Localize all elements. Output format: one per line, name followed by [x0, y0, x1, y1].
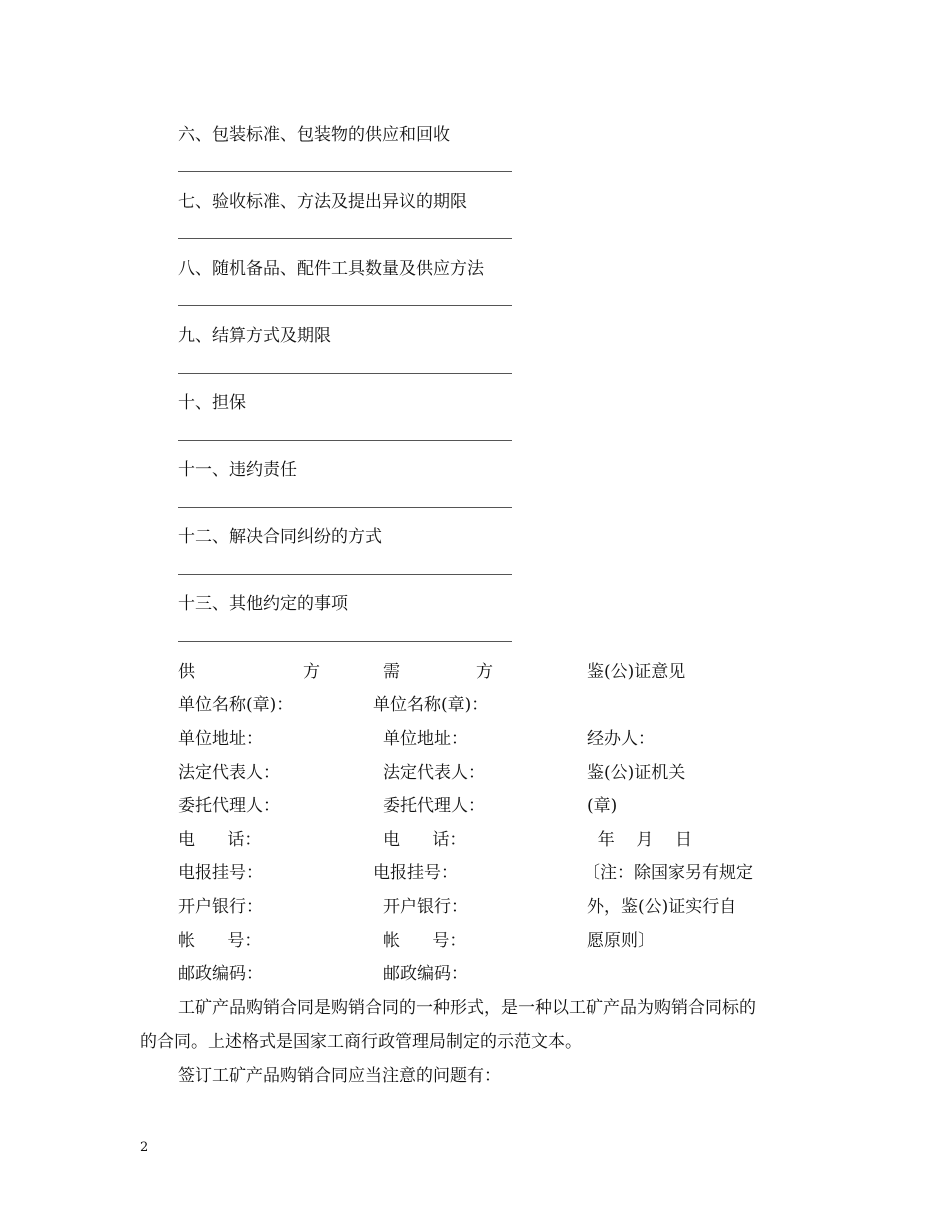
section-title-liability: 十一、违约责任 [178, 460, 297, 480]
buyer-header [383, 657, 493, 682]
notary-line: 经办人： [587, 729, 655, 749]
buyer-header-char: 需 [383, 662, 400, 682]
notary-header: 鉴(公)证意见 [587, 662, 686, 682]
section-title-settlement: 九、结算方式及期限 [178, 326, 331, 346]
supplier-header-char: 供 [178, 662, 195, 682]
section-title-acceptance: 七、验收标准、方法及提出异议的期限 [178, 192, 467, 212]
section-title-other: 十三、其他约定的事项 [178, 594, 348, 614]
supplier-header-char: 方 [303, 662, 320, 682]
buyer-field: 帐 号： [383, 931, 467, 951]
supplier-field: 委托代理人： [178, 796, 280, 816]
buyer-field: 单位名称(章)： [373, 695, 489, 715]
buyer-field: 邮政编码： [383, 964, 468, 984]
body-paragraph-line: 工矿产品购销合同是购销合同的一种形式，是一种以工矿产品为购销合同标的 [178, 998, 756, 1018]
buyer-field: 电报挂号： [373, 863, 458, 883]
page-number: 2 [140, 1140, 149, 1155]
fill-in-line [178, 171, 512, 172]
section-title-dispute: 十二、解决合同纠纷的方式 [178, 527, 382, 547]
buyer-field: 单位地址： [383, 729, 468, 749]
buyer-field: 法定代表人： [383, 763, 485, 783]
body-paragraph-line: 的合同。上述格式是国家工商行政管理局制定的示范文本。 [140, 1032, 582, 1052]
supplier-field: 邮政编码： [178, 964, 263, 984]
fill-in-line [178, 305, 512, 306]
fill-in-line [178, 641, 512, 642]
fill-in-line [178, 507, 512, 508]
section-title-packaging: 六、包装标准、包装物的供应和回收 [178, 125, 450, 145]
notary-note: 〔注：除国家另有规定 [583, 863, 753, 883]
supplier-header [178, 657, 320, 682]
supplier-field: 单位名称(章)： [178, 695, 294, 715]
fill-in-line [178, 238, 512, 239]
supplier-field: 单位地址： [178, 729, 263, 749]
supplier-field: 开户银行： [178, 897, 263, 917]
buyer-field: 委托代理人： [383, 796, 485, 816]
notary-note: 愿原则〕 [587, 931, 655, 951]
buyer-field: 开户银行： [383, 897, 468, 917]
section-title-spare-parts: 八、随机备品、配件工具数量及供应方法 [178, 259, 484, 279]
notary-date-line: 年 月 日 [587, 830, 693, 850]
fill-in-line [178, 574, 512, 575]
notary-line: (章) [587, 796, 618, 816]
buyer-field: 电 话： [383, 830, 467, 850]
section-title-guarantee: 十、担保 [178, 393, 246, 413]
supplier-field: 电 话： [178, 830, 262, 850]
buyer-header-char: 方 [476, 662, 493, 682]
supplier-field: 法定代表人： [178, 763, 280, 783]
notary-note: 外，鉴(公)证实行自 [587, 897, 737, 917]
fill-in-line [178, 373, 512, 374]
fill-in-line [178, 440, 512, 441]
supplier-field: 帐 号： [178, 931, 262, 951]
body-paragraph: 签订工矿产品购销合同应当注意的问题有： [178, 1066, 501, 1086]
notary-line: 鉴(公)证机关 [587, 763, 686, 783]
supplier-field: 电报挂号： [178, 863, 263, 883]
